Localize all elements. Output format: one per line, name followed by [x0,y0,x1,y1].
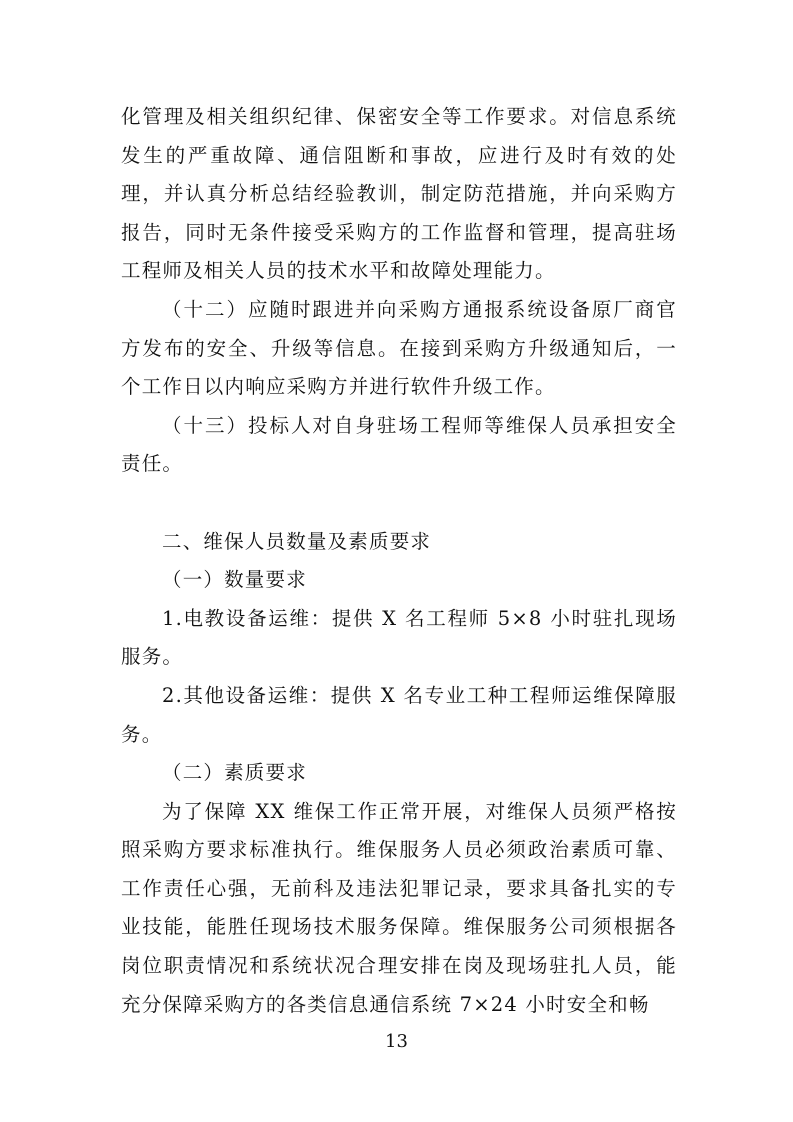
document-body [121,98,677,1024]
paragraph-quantity-1: 1.电教设备运维：提供 X 名工程师 5×8 小时驻扎现场服务。 [121,606,677,669]
paragraph-quality: 为了保障 XX 维保工作正常开展，对维保人员须严格按照采购方要求标准执行。维保服务人员必须政治素质可靠、工作责任心强，无前科及违法犯罪记录，要求具备扎实的专业技能，能胜任现场技术服务保障。维保服务公司须根据各岗位职责情况和系统状况合理安排在岗及现场驻扎人员，能充分保障采购方的各类信息通信系统 7×24 小时安全和畅 [121,799,677,1016]
section-heading: 二、维保人员数量及素质要求 [162,529,432,553]
blank-line [121,484,677,523]
paragraph-item-13: （十三）投标人对自身驻场工程师等维保人员承担安全责任。 [121,413,677,476]
subsection-heading-quality: （二）素质要求 [162,761,307,785]
subsection-heading-quantity: （一）数量要求 [162,568,307,592]
paragraph-quantity-2: 2.其他设备运维：提供 X 名专业工种工程师运维保障服务。 [121,683,677,746]
page-number: 13 [385,1031,408,1052]
paragraph-continued: 化管理及相关组织纪律、保密安全等工作要求。对信息系统发生的严重故障、通信阻断和事故，应进行及时有效的处理，并认真分析总结经验教训，制定防范措施，并向采购方报告，同时无条件接受采购方的工作监督和管理，提高驻场工程师及相关人员的技术水平和故障处理能力。 [121,105,677,283]
paragraph-item-12: （十二）应随时跟进并向采购方通报系统设备原厂商官方发布的安全、升级等信息。在接到采购方升级通知后，一个工作日以内响应采购方并进行软件升级工作。 [121,297,677,399]
